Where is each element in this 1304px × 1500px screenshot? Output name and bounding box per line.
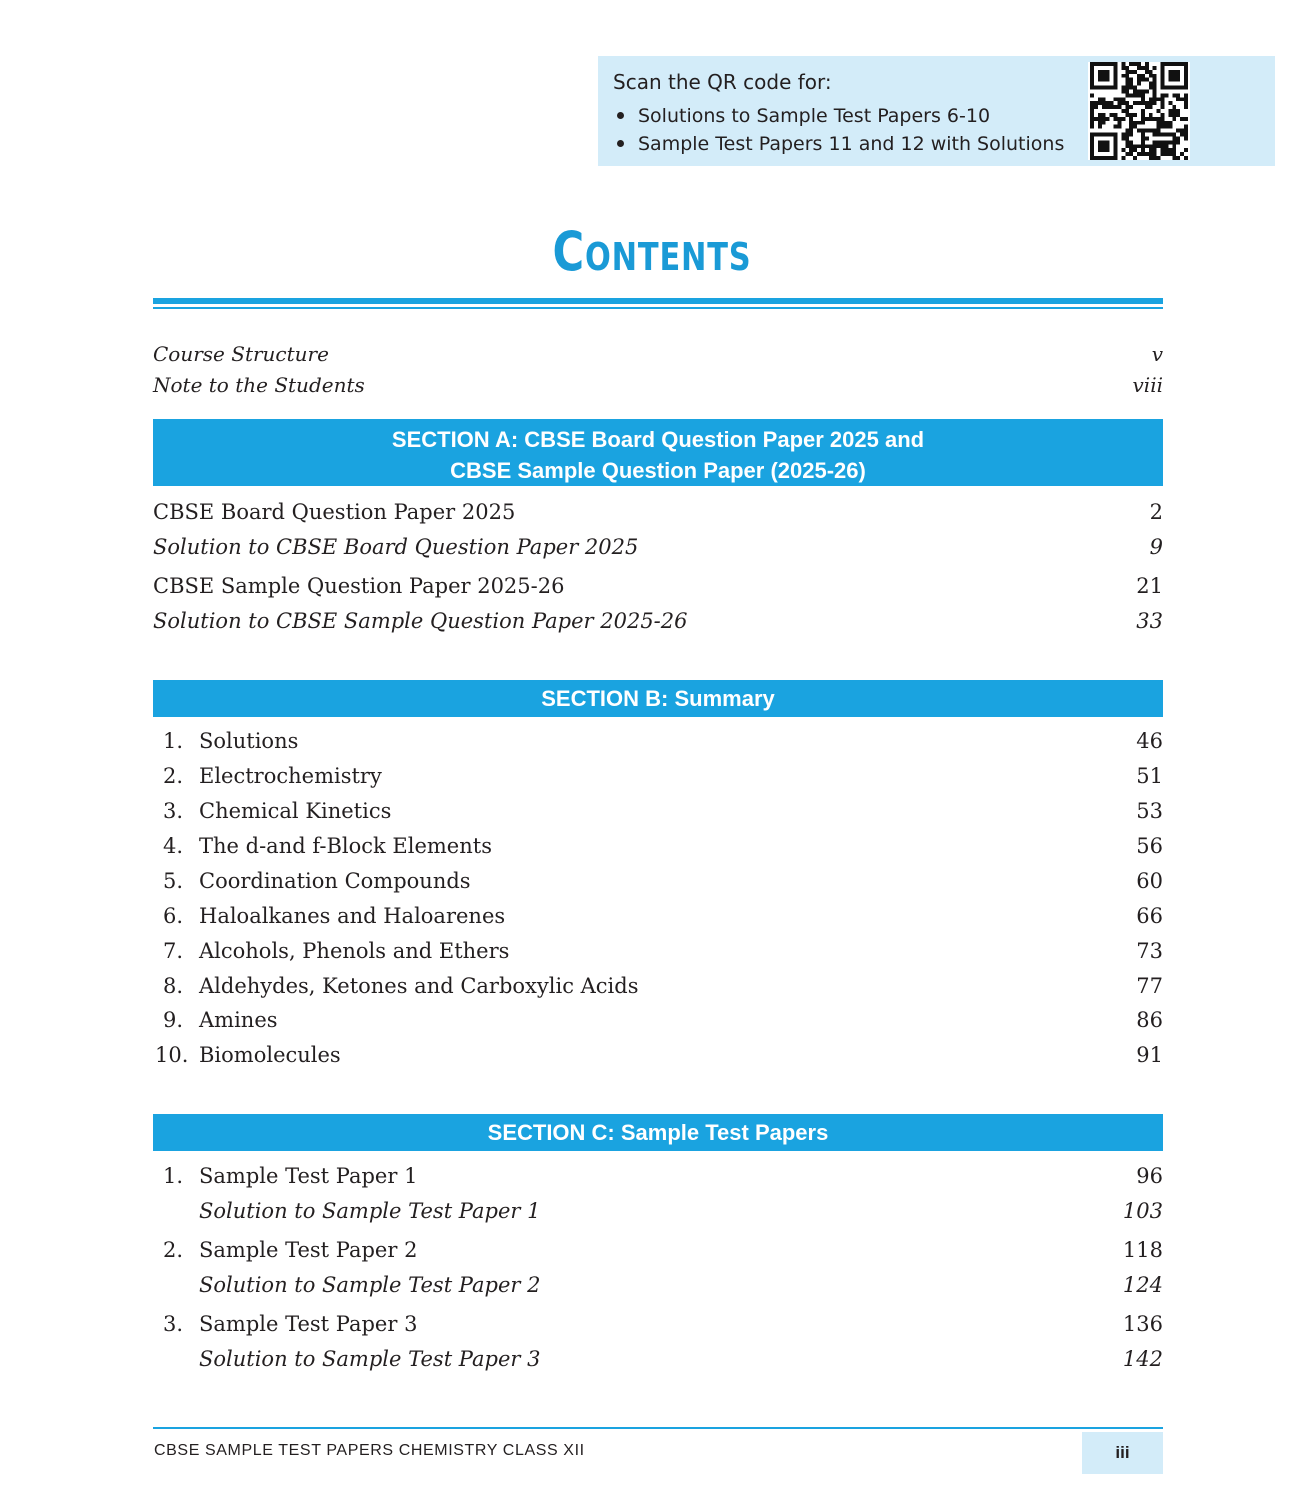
section-a-heading: SECTION A: CBSE Board Question Paper 2025 and CBSE Sample Question Paper (2025-26) [153, 419, 1163, 486]
toc-entry[interactable]: 2. Sample Test Paper 2 118 [162, 1238, 1163, 1262]
toc-entry[interactable]: 8. Aldehydes, Ketones and Carboxylic Acids 77 [162, 974, 1163, 998]
toc-entry[interactable]: 6. Haloalkanes and Haloarenes 66 [162, 904, 1163, 928]
toc-entry[interactable]: Solution to Sample Test Paper 1 103 [199, 1199, 1163, 1223]
toc-entry[interactable]: Solution to Sample Test Paper 3 142 [199, 1347, 1163, 1371]
toc-entry[interactable]: Solution to Sample Test Paper 2 124 [199, 1273, 1163, 1297]
footer-book-title: CBSE SAMPLE TEST PAPERS CHEMISTRY CLASS XII [154, 1442, 585, 1459]
toc-entry[interactable]: 2. Electrochemistry 51 [162, 764, 1163, 788]
toc-entry-note-to-students[interactable]: Note to the Students viii [153, 373, 1163, 397]
toc-entry[interactable]: 3. Sample Test Paper 3 136 [162, 1312, 1163, 1336]
footer-page-number: iii [1082, 1432, 1163, 1474]
qr-list-item: Solutions to Sample Test Papers 6-10 [613, 102, 1064, 130]
toc-entry[interactable]: Solution to CBSE Sample Question Paper 2025-26 33 [153, 609, 1163, 633]
qr-heading: Scan the QR code for: [613, 70, 832, 94]
qr-code-icon[interactable] [1088, 62, 1190, 160]
page-title: Contents [552, 220, 752, 283]
qr-info-box [598, 56, 1275, 166]
toc-entry[interactable]: 9. Amines 86 [162, 1008, 1163, 1032]
toc-entry[interactable]: CBSE Sample Question Paper 2025-26 21 [153, 574, 1163, 598]
toc-entry[interactable]: 3. Chemical Kinetics 53 [162, 799, 1163, 823]
section-b-heading: SECTION B: Summary [153, 680, 1163, 717]
toc-entry-course-structure[interactable]: Course Structure v [153, 342, 1163, 366]
toc-entry[interactable]: 5. Coordination Compounds 60 [162, 869, 1163, 893]
qr-list [613, 102, 1064, 158]
toc-entry[interactable]: 10. Biomolecules 91 [155, 1043, 1163, 1067]
bullet-icon [617, 112, 624, 119]
title-divider [153, 298, 1163, 304]
bullet-icon [617, 140, 624, 147]
toc-entry[interactable]: 7. Alcohols, Phenols and Ethers 73 [162, 939, 1163, 963]
toc-entry[interactable]: Solution to CBSE Board Question Paper 2025 9 [153, 535, 1163, 559]
title-divider-thin [153, 307, 1163, 309]
toc-entry[interactable]: 1. Solutions 46 [162, 729, 1163, 753]
toc-entry[interactable]: CBSE Board Question Paper 2025 2 [153, 500, 1163, 524]
footer-divider [153, 1427, 1163, 1429]
qr-list-item: Sample Test Papers 11 and 12 with Solutions [613, 130, 1064, 158]
section-c-heading: SECTION C: Sample Test Papers [153, 1114, 1163, 1151]
toc-entry[interactable]: 1. Sample Test Paper 1 96 [162, 1164, 1163, 1188]
toc-entry[interactable]: 4. The d-and f-Block Elements 56 [162, 834, 1163, 858]
